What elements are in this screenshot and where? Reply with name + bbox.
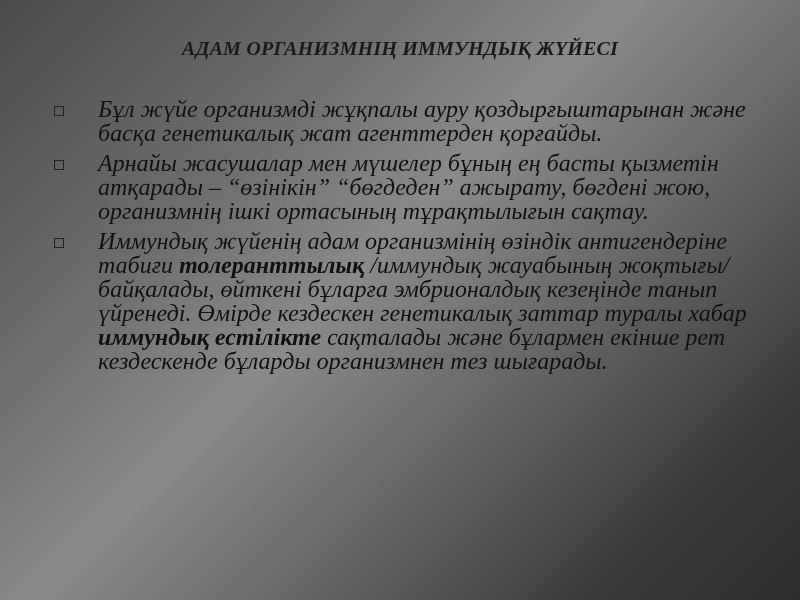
bullet-item <box>54 152 754 224</box>
bullet-text: Арнайы жасушалар мен мүшелер бұның ең басты қызметін атқарады – “өзінікін” “бөгдеден” ажырату, бөгдені жою, организмнің ішкі ортасының тұрақтылығын сақтау. <box>98 151 719 225</box>
square-bullet-icon <box>54 238 64 248</box>
emphasis-immune-memory: иммундық естілікте <box>98 325 322 351</box>
emphasis-tolerance: толеранттылық <box>179 253 365 279</box>
bullet-list <box>54 98 754 380</box>
bullet-text: Бұл жүйе организмді жұқпалы ауру қоздырғыштарынан және басқа генетикалық жат агенттерден қорғайды. <box>98 97 746 147</box>
bullet-item <box>54 230 754 374</box>
bullet-text: Иммундық жүйенің адам организмінің өзіндік антигендеріне табиғи толеранттылық /иммундық жауабының жоқтығы/ байқалады, өйткені бұларға эмбрионалдық кезеңінде танып үйренеді. Өмірде кездескен генетикалық заттар туралы хабар иммундық естілікте сақталады және бұлармен екінше рет кездескенде бұларды организмнен тез шығарады. <box>98 229 747 375</box>
bullet-item <box>54 98 754 146</box>
slide-title: АДАМ ОРГАНИЗМНІҢ ИММУНДЫҚ ЖҮЙЕСІ <box>181 38 619 60</box>
square-bullet-icon <box>54 106 64 116</box>
square-bullet-icon <box>54 160 64 170</box>
